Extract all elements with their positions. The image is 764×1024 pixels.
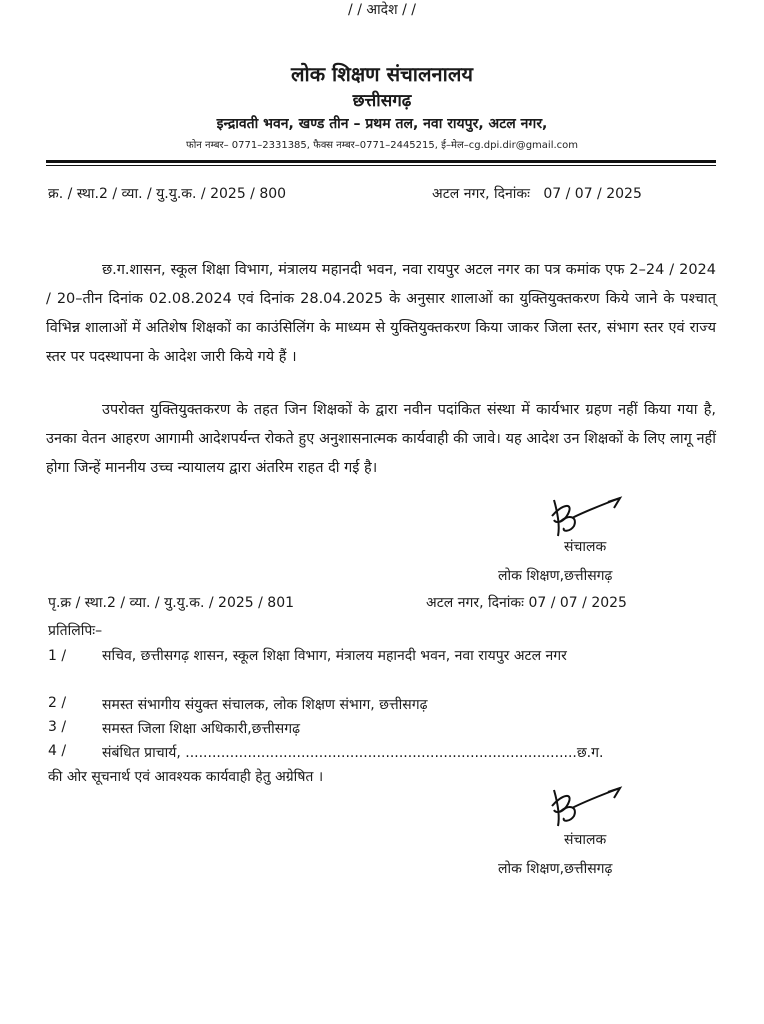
signatory-office: लोक शिक्षण,छत्तीसगढ़ <box>498 861 613 877</box>
copies-label: प्रतिलिपिः– <box>48 623 103 639</box>
copy-item-text: समस्त संभागीय संयुक्त संचालक, लोक शिक्षण संभाग, छत्तीसगढ़ <box>102 697 428 713</box>
header-divider-thick <box>46 160 716 163</box>
signatory-designation: संचालक <box>564 832 607 848</box>
signatory-designation: संचालक <box>564 539 607 555</box>
order-paragraph-1: छ.ग.शासन, स्कूल शिक्षा विभाग, मंत्रालय महानदी भवन, नवा रायपुर अटल नगर का पत्र कमांक एफ 2–24 / 2024 / 20–तीन दिनांक 02.08.2024 एवं दिनांक 28.04.2025 के अनुसार शालाओं का युक्तियुक्तकरण किये जाने के पश्चात् विभिन्न शालाओं में अतिशेष शिक्षकों का काउंसिलिंग के माध्यम से युक्तियुक्तकरण किया जाकर जिला स्तर, संभाग स्तर एवं राज्य स्तर पर पदस्थापना के आदेश जारी किये गये हैं । <box>46 262 716 365</box>
copy-item-number: 3 / <box>48 719 67 735</box>
signature-image <box>548 494 624 540</box>
office-address: इन्द्रावती भवन, खण्ड तीन – प्रथम तल, नवा रायपुर, अटल नगर, <box>216 116 548 132</box>
endorsement-date: अटल नगर, दिनांकः 07 / 07 / 2025 <box>426 595 627 611</box>
header-divider-thin <box>46 165 716 166</box>
contact-line: फोन नम्बर– 0771–2331385, फैक्स नम्बर–0771–2445215, ई–मेल–cg.dpi.dir@gmail.com <box>185 140 579 151</box>
order-reference: क्र. / स्था.2 / व्या. / यु.यु.क. / 2025 / 800 <box>48 186 287 202</box>
copy-item-text: सचिव, छत्तीसगढ़ शासन, स्कूल शिक्षा विभाग, मंत्रालय महानदी भवन, नवा रायपुर अटल नगर <box>102 648 567 664</box>
order-heading: / / आदेश / / <box>348 2 416 18</box>
copy-item-number: 4 / <box>48 743 67 759</box>
copy-item-text: संबंधित प्राचार्य, ........................................................................................छ.ग. <box>102 745 604 761</box>
state-title: छत्तीसगढ़ <box>352 91 412 111</box>
copy-item-text: समस्त जिला शिक्षा अधिकारी,छत्तीसगढ़ <box>102 721 301 737</box>
copy-item-number: 2 / <box>48 695 67 711</box>
office-title: लोक शिक्षण संचालनालय <box>290 62 473 86</box>
signature-image <box>548 784 624 830</box>
order-date: अटल नगर, दिनांकः 07 / 07 / 2025 <box>432 186 642 202</box>
forwarding-note: की ओर सूचनार्थ एवं आवश्यक कार्यवाही हेतु अग्रेषित । <box>48 769 324 785</box>
signatory-office: लोक शिक्षण,छत्तीसगढ़ <box>498 568 613 584</box>
copy-item-number: 1 / <box>48 648 67 664</box>
order-paragraph-2: उपरोक्त युक्तियुक्तकरण के तहत जिन शिक्षकों के द्वारा नवीन पदांकित संस्था में कार्यभार ग्रहण नहीं किया गया है, उनका वेतन आहरण आगामी आदेशपर्यन्त रोकते हुए अनुशासनात्मक कार्यवाही की जावे। यह आदेश उन शिक्षकों के लिए लागू नहीं होगा जिन्हें माननीय उच्च न्यायालय द्वारा अंतरिम राहत दी गई है। <box>46 402 716 476</box>
endorsement-reference: पृ.क्र / स्था.2 / व्या. / यु.यु.क. / 2025 / 801 <box>48 595 295 611</box>
